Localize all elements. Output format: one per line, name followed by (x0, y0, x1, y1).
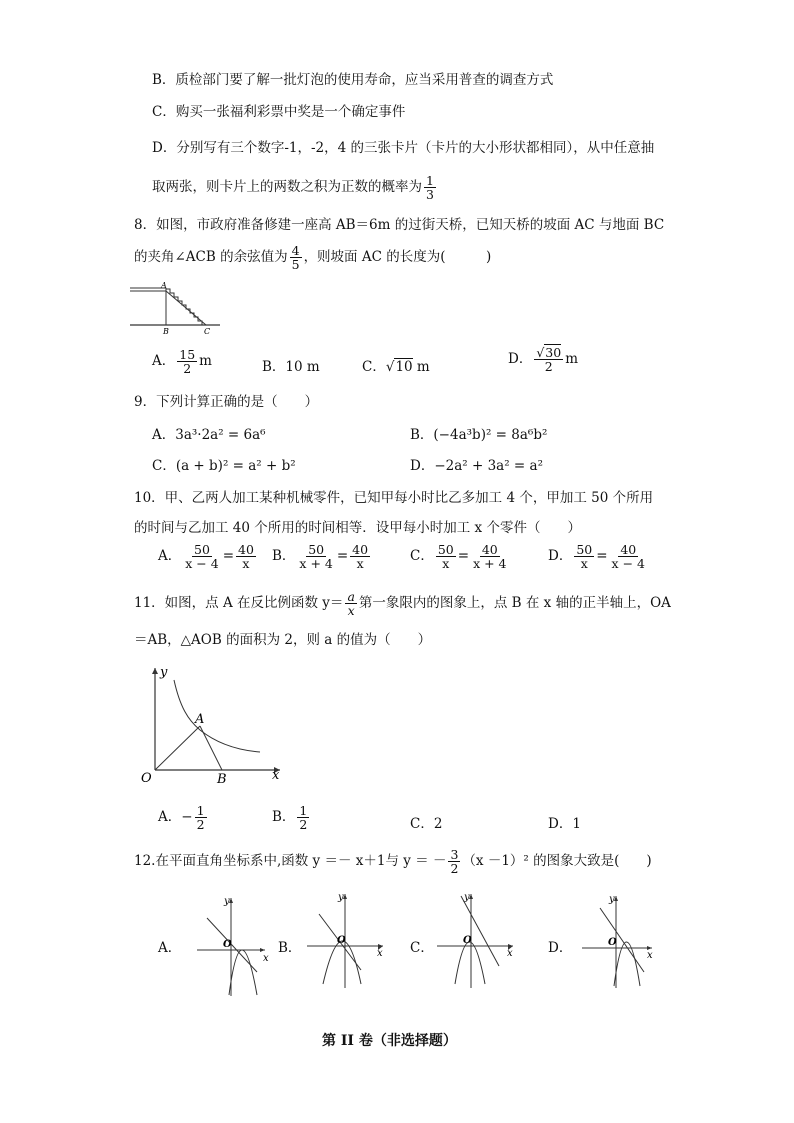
q11-label-b: B (217, 772, 227, 787)
q8-fraction: $\frac{4}{5}$ (291, 243, 300, 273)
q9-option-c: C．(a + b)² = a² + b² (152, 458, 296, 474)
q7-option-c: C．购买一张福利彩票中奖是一个确定事件 (152, 104, 406, 120)
q12-option-d-label: D． (548, 940, 573, 956)
q12-graph-d (580, 888, 665, 1002)
q11-option-a: A．− $\frac{1}{2}$ (158, 803, 205, 833)
q10-stem-line2: 的时间与乙加工 40 个所用的时间相等．设甲每小时加工 x 个零件（ ） (134, 520, 581, 536)
svg-text:x: x (507, 948, 513, 959)
q9-option-d: D．−2a² + 3a² = a² (410, 458, 543, 474)
q8-option-d: D． $\frac{√30}{2}$ m (508, 345, 579, 375)
svg-text:x: x (647, 950, 653, 961)
q8-option-a: A． $\frac{15}{2}$ m (152, 347, 212, 377)
q11-stem-line1: 11．如图，点 A 在反比例函数 y＝ $\frac{a}{x}$ 第一象限内的图象上，点 B 在 x 轴的正半轴上，OA (134, 589, 671, 619)
q11-option-c: C．2 (410, 816, 443, 832)
q9-option-b: B．(−4a³b)² = 8a⁶b² (410, 427, 548, 443)
svg-text:x: x (377, 948, 383, 959)
section-title: 第 II 卷（非选择题） (322, 1033, 457, 1049)
svg-text:O: O (223, 939, 232, 950)
q9-option-a: A．3a³·2a² = 6a⁶ (152, 427, 266, 443)
q7-option-d-text: 取两张，则卡片上的两数之积为正数的概率为 (152, 179, 422, 196)
q9-stem: 9．下列计算正确的是（ ） (134, 394, 319, 410)
q12-graph-b (305, 888, 390, 1002)
q12-graph-c (435, 888, 520, 1002)
svg-text:O: O (337, 935, 346, 946)
q11-label-a: A (195, 712, 205, 727)
q11-option-d: D．1 (548, 816, 581, 832)
q10-option-d: D． $\frac{50}{x}$ = $\frac{40}{x - 4}$ (548, 542, 645, 572)
q8-stem-line1: 8．如图，市政府准备修建一座高 AB＝6m 的过街天桥，已知天桥的坡面 AC 与地面 BC (134, 217, 665, 233)
svg-text:y: y (224, 896, 230, 907)
svg-text:y: y (609, 894, 615, 905)
q10-stem-line1: 10．甲、乙两人加工某种机械零件，已知甲每小时比乙多加工 4 个，甲加工 50 个所用 (134, 490, 654, 506)
q10-option-b: B． $\frac{50}{x + 4}$ = $\frac{40}{x}$ (272, 542, 369, 572)
q11-figure (140, 662, 290, 791)
q8-label-c: C (204, 327, 211, 336)
q10-option-c: C． $\frac{50}{x}$ = $\frac{40}{x + 4}$ (410, 542, 507, 572)
svg-text:y: y (338, 892, 344, 903)
q12-graph-a (195, 890, 275, 1004)
q11-label-y: y (160, 665, 168, 680)
q7-option-b: B．质检部门要了解一批灯泡的使用寿命，应当采用普查的调查方式 (152, 72, 554, 88)
q8-bridge-figure (130, 282, 225, 341)
q8-label-b: B (163, 327, 169, 336)
q11-stem-line2: ＝AB，△AOB 的面积为 2，则 a 的值为（ ） (134, 632, 432, 648)
q7-fraction: $\frac{1}{3}$ (426, 173, 434, 203)
svg-text:O: O (608, 937, 617, 948)
q12-stem: 12.在平面直角坐标系中,函数 y ＝－ x＋1与 y ＝ － $\frac{3}{2}$ （x －1）² 的图象大致是( ) (134, 847, 652, 877)
svg-text:O: O (463, 935, 472, 946)
q8-label-a: A (161, 281, 167, 290)
q11-label-x: x (272, 768, 280, 783)
svg-text:y: y (464, 892, 470, 903)
svg-text:x: x (263, 953, 269, 964)
q11-label-o: O (141, 771, 152, 786)
q7-option-d-line2 (152, 174, 438, 201)
q7-option-d-line1: D．分别写有三个数字-1，-2，4 的三张卡片（卡片的大小形状都相同），从中任意抽 (152, 140, 655, 156)
q8-option-c: C．√10 m (362, 359, 430, 375)
q12-option-a-label: A． (158, 940, 182, 956)
q11-option-b: B． $\frac{1}{2}$ (272, 803, 308, 833)
q12-option-b-label: B． (278, 940, 302, 956)
q8-stem-line2: 的夹角∠ACB 的余弦值为 $\frac{4}{5}$ ，则坡面 AC 的长度为( ) (134, 243, 492, 273)
q8-option-b: B．10 m (262, 359, 320, 375)
q10-option-a: A． $\frac{50}{x - 4}$ = $\frac{40}{x}$ (158, 542, 254, 572)
q12-option-c-label: C． (410, 940, 434, 956)
